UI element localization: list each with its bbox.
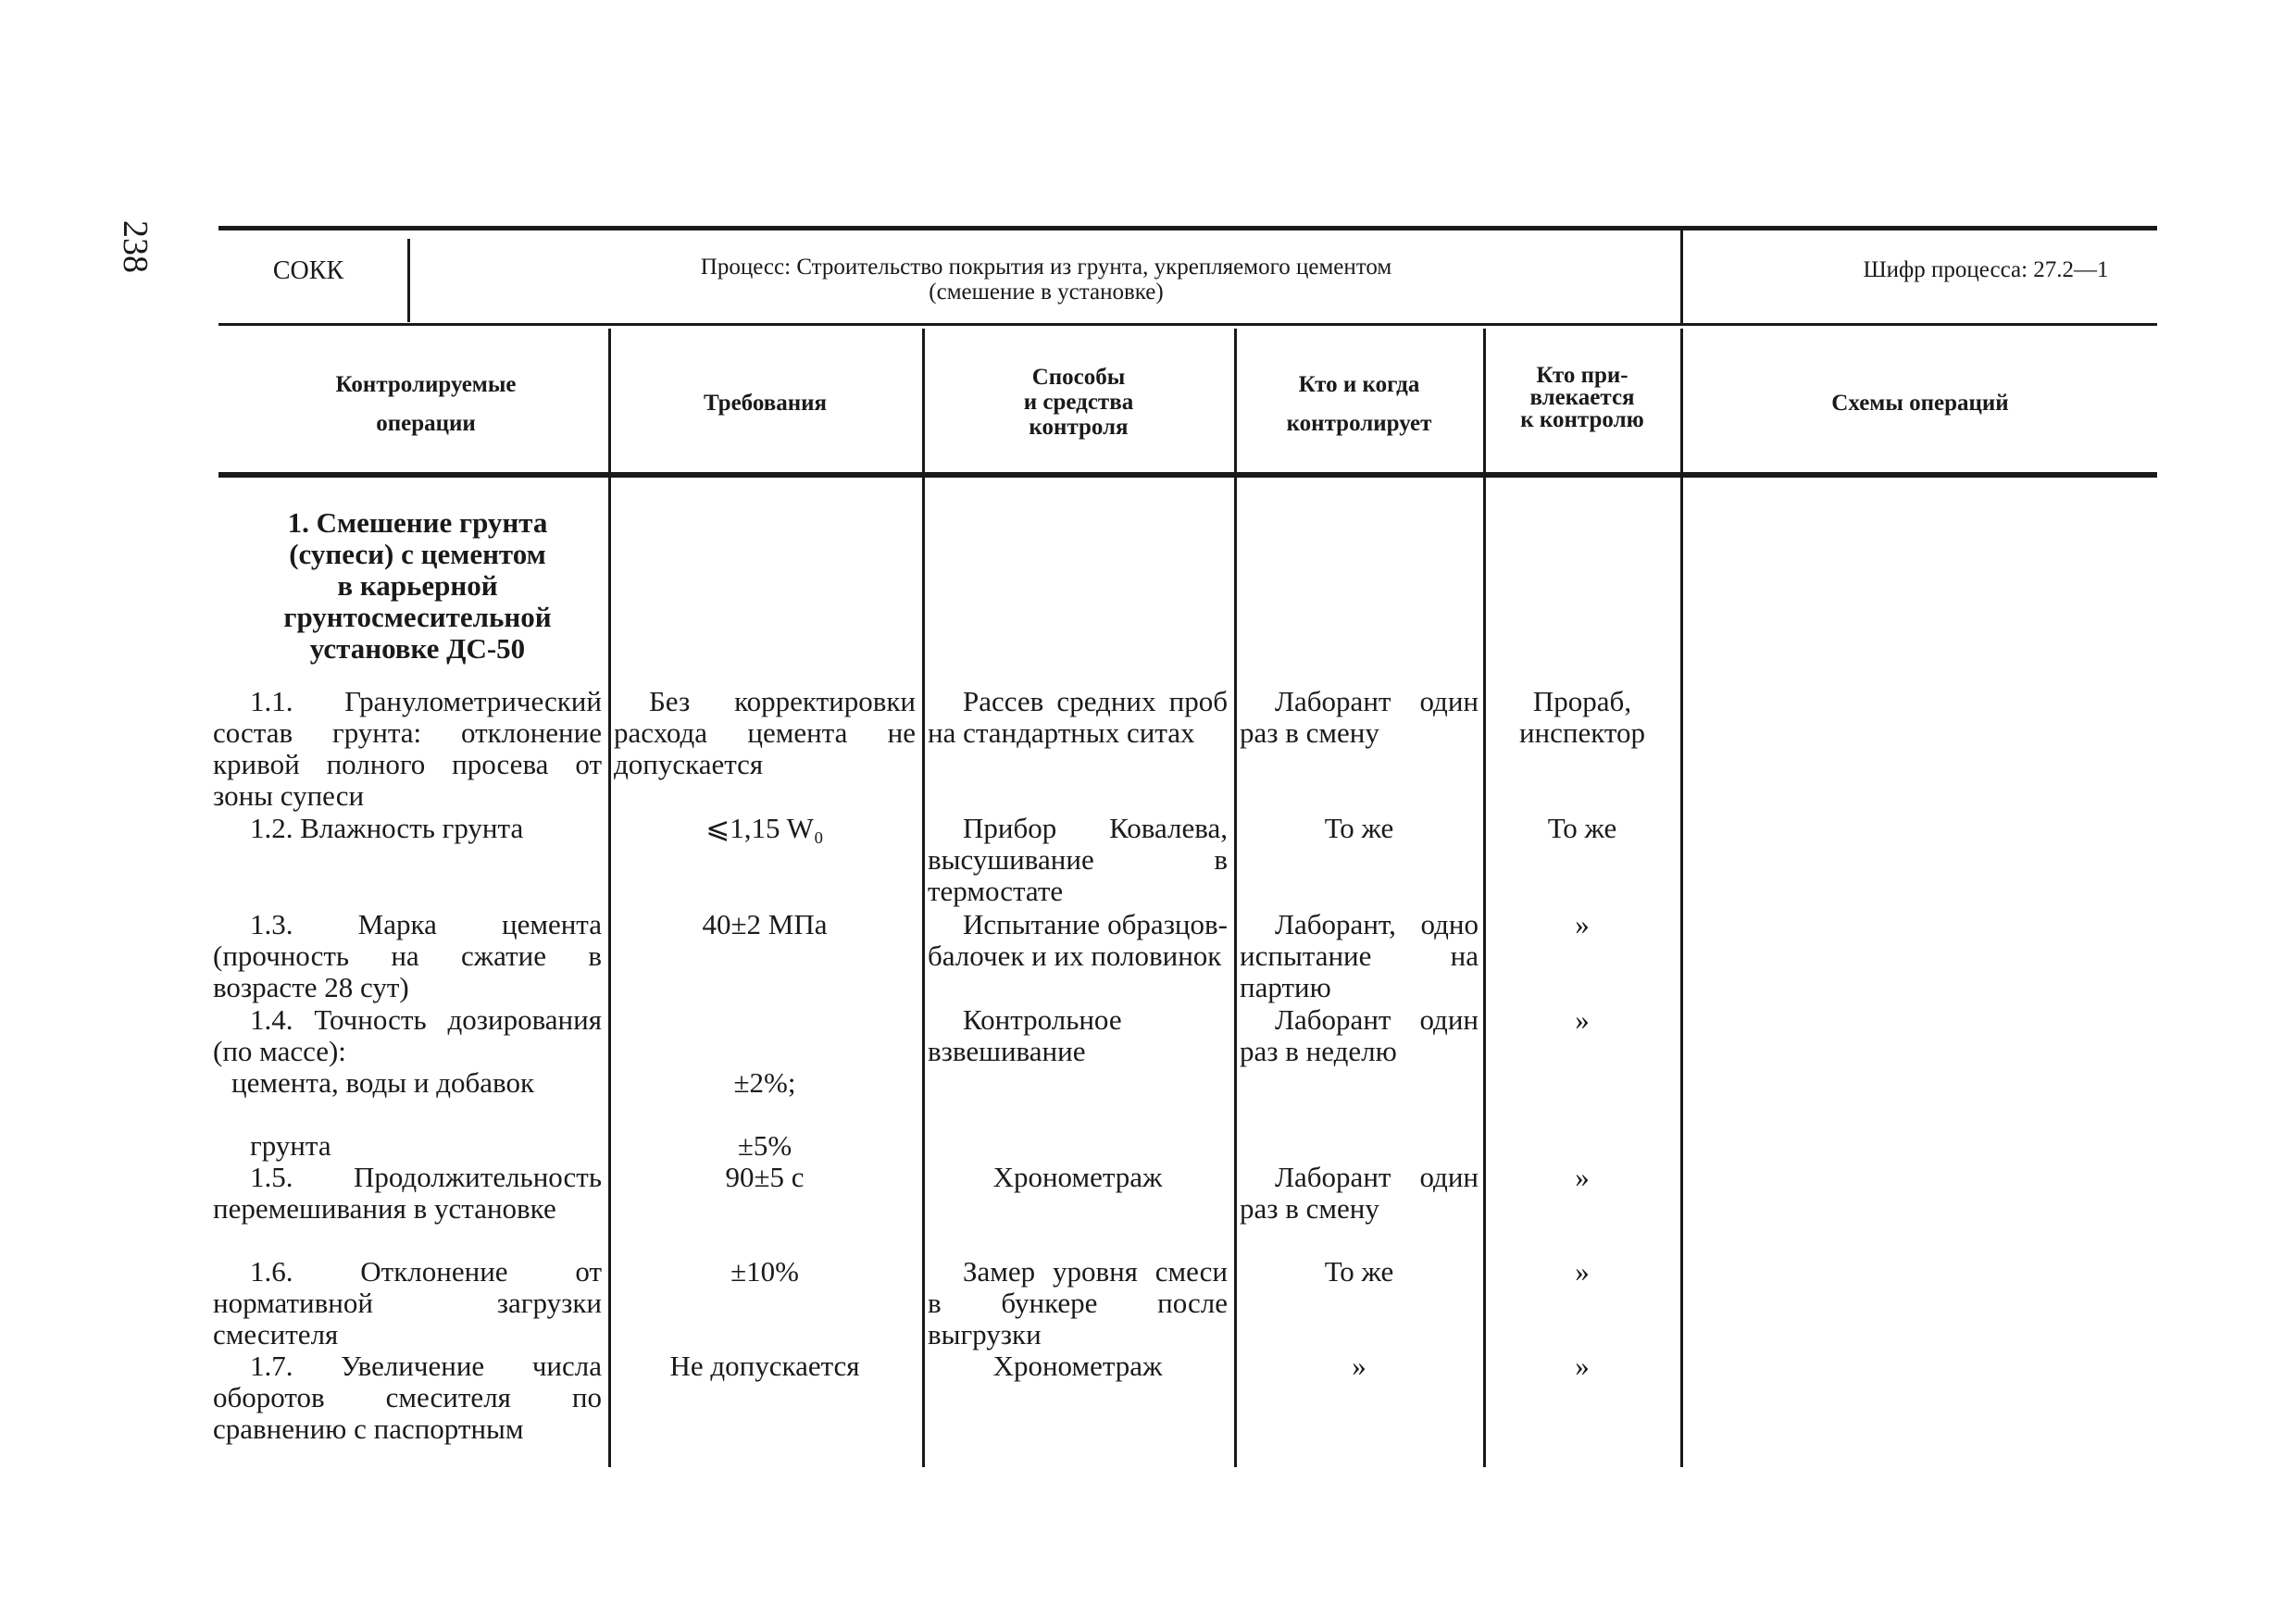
process-title bbox=[412, 255, 1680, 305]
row-1-2-method: Прибор Ковалева, высушивание в термостате bbox=[928, 812, 1228, 907]
top-rule bbox=[218, 226, 2157, 230]
row-1-7-requirement: Не допускается bbox=[669, 1350, 860, 1382]
row-1-1-who-when: Лаборант один раз в смену bbox=[1240, 685, 1479, 749]
sokk-divider bbox=[407, 239, 410, 322]
process-cipher: Шифр процесса: 27.2—1 bbox=[1863, 257, 2109, 282]
row-1-1-operation: 1.1. Гранулометрический состав грунта: отклонение кривой полного просева от зоны супеси bbox=[213, 685, 602, 812]
page-number: 238 bbox=[116, 220, 155, 273]
row-1-4a-operation: цемента, воды и добавок bbox=[231, 1066, 535, 1099]
row-1-5-who-when: Лаборант один раз в смену bbox=[1240, 1161, 1479, 1225]
row-1-4-method: Контрольное взвешивание bbox=[928, 1003, 1122, 1067]
row-1-4-involved: » bbox=[1575, 1003, 1590, 1036]
cipher-divider bbox=[1680, 230, 1683, 323]
process-title-line-1: Процесс: Строительство покрытия из грунта, укрепляемого цементом bbox=[700, 255, 1392, 280]
row-1-3-who-when: Лаборант, одно испытание на партию bbox=[1240, 908, 1479, 1003]
column-header-rule bbox=[218, 472, 2157, 478]
col-divider-1 bbox=[608, 329, 611, 1467]
row-1-5-involved: » bbox=[1575, 1161, 1590, 1193]
row-1-5-operation: 1.5. Продолжительность перемешивания в установке bbox=[213, 1161, 602, 1225]
col-header-involved: Кто при- влекается к контролю bbox=[1520, 363, 1644, 432]
row-1-4-operation: 1.4. Точность дозирования (по массе): bbox=[213, 1003, 602, 1067]
row-1-3-operation: 1.3. Марка цемента (прочность на сжатие в возрасте 28 сут) bbox=[213, 908, 602, 1003]
row-1-3-method: Испытание образцов-балочек и их половинок bbox=[928, 908, 1228, 972]
sokk-label: СОКК bbox=[272, 256, 344, 285]
col-header-requirements: Требования bbox=[703, 391, 828, 416]
row-1-2-who-when: То же bbox=[1324, 812, 1394, 844]
row-1-6-requirement: ±10% bbox=[730, 1255, 799, 1288]
row-1-6-method: Замер уровня смеси в бункере после выгрузки bbox=[928, 1255, 1228, 1350]
row-1-5-method: Хронометраж bbox=[992, 1161, 1163, 1193]
row-1-4b-requirement: ±5% bbox=[737, 1129, 792, 1162]
row-1-7-who-when: » bbox=[1352, 1350, 1366, 1382]
process-title-line-2: (смешение в установке) bbox=[929, 280, 1164, 305]
row-1-2-requirement: ⩽1,15 W₀ bbox=[705, 812, 824, 844]
row-1-6-operation: 1.6. Отклонение от нормативной загрузки смесителя bbox=[213, 1255, 602, 1350]
col-header-operations: Контролируемые операции bbox=[335, 372, 517, 436]
col-divider-5 bbox=[1680, 329, 1683, 1467]
row-1-4a-requirement: ±2%; bbox=[733, 1066, 796, 1099]
col-divider-3 bbox=[1234, 329, 1237, 1467]
row-1-1-involved: Прораб, инспектор bbox=[1518, 685, 1646, 749]
row-1-1-requirement: Без корректировки расхода цемента не допускается bbox=[614, 685, 916, 780]
row-1-7-involved: » bbox=[1575, 1350, 1590, 1382]
header-rule bbox=[218, 323, 2157, 326]
row-1-4b-operation: грунта bbox=[250, 1129, 331, 1162]
col-header-methods: Способы и средства контроля bbox=[1023, 365, 1134, 440]
section-title: 1. Смешение грунта (супеси) с цементом в карьерной грунтосмесительной установке ДС-50 bbox=[283, 506, 552, 665]
col-header-schemes: Схемы операций bbox=[1831, 391, 2009, 416]
row-1-2-operation: 1.2. Влажность грунта bbox=[250, 812, 524, 844]
row-1-6-involved: » bbox=[1575, 1255, 1590, 1288]
row-1-3-involved: » bbox=[1575, 908, 1590, 940]
col-divider-2 bbox=[922, 329, 925, 1467]
col-header-who-when: Кто и когда контролирует bbox=[1286, 372, 1432, 436]
row-1-2-involved: То же bbox=[1547, 812, 1617, 844]
row-1-7-operation: 1.7. Увеличение числа оборотов смесителя по сравнению с паспортным bbox=[213, 1350, 602, 1445]
row-1-5-requirement: 90±5 с bbox=[725, 1161, 805, 1193]
row-1-3-requirement: 40±2 МПа bbox=[702, 908, 828, 940]
row-1-7-method: Хронометраж bbox=[992, 1350, 1163, 1382]
row-1-1-method: Рассев средних проб на стандартных ситах bbox=[928, 685, 1228, 749]
row-1-4-who-when: Лаборант один раз в неделю bbox=[1240, 1003, 1479, 1067]
col-divider-4 bbox=[1483, 329, 1486, 1467]
row-1-6-who-when: То же bbox=[1324, 1255, 1394, 1288]
